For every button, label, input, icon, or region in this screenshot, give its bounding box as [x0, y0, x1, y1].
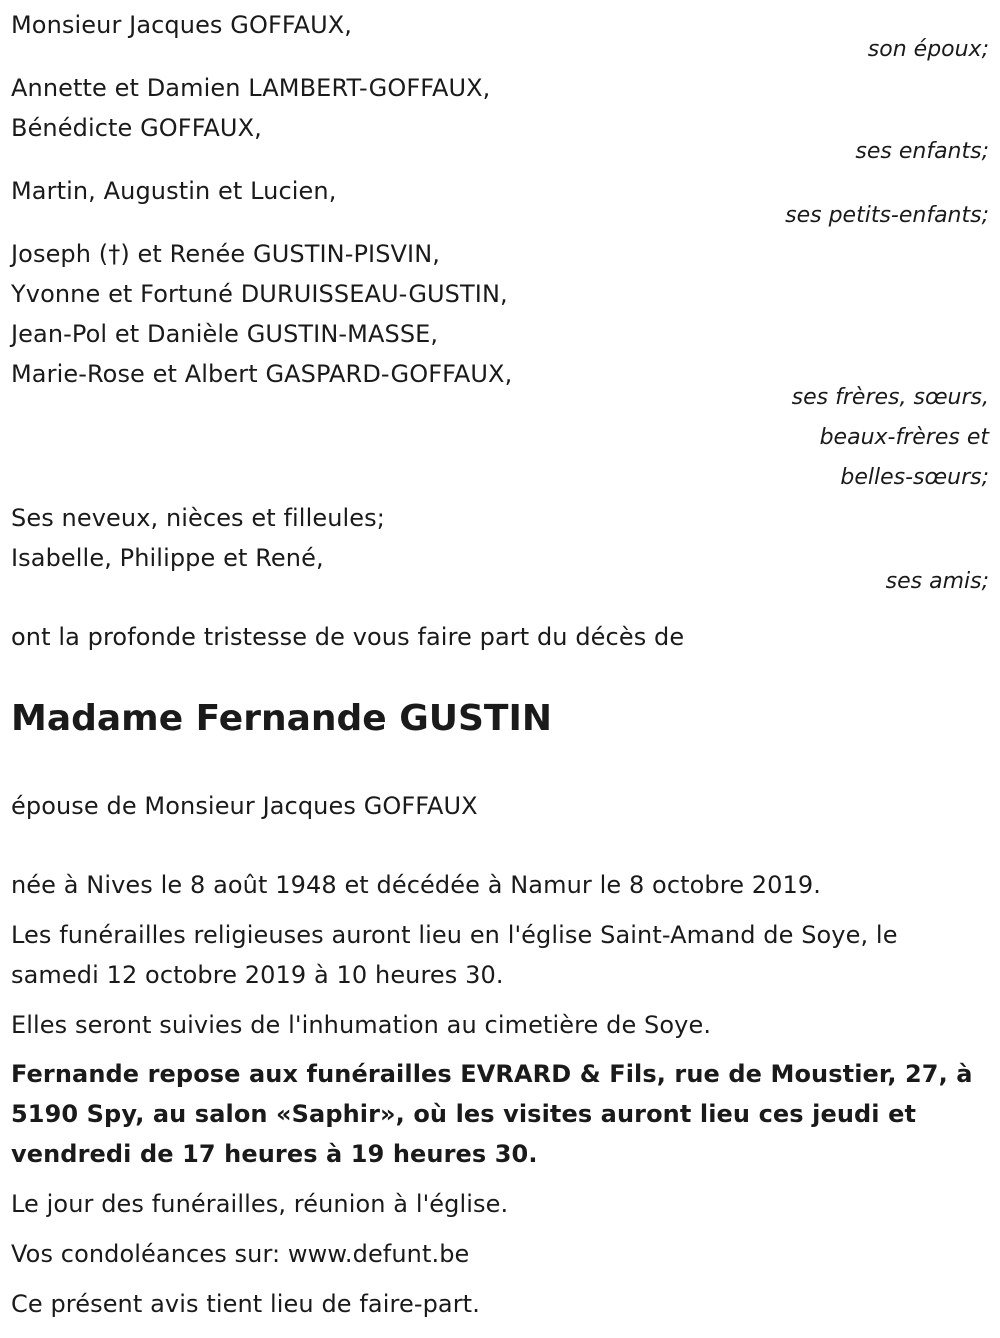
friends-line: Isabelle, Philippe et René, — [11, 544, 324, 572]
announcement-intro: ont la profonde tristesse de vous faire part du décès de — [11, 623, 685, 651]
children-line-2: Bénédicte GOFFAUX, — [11, 114, 262, 142]
grandchildren-line: Martin, Augustin et Lucien, — [11, 177, 337, 205]
burial-line: Elles seront suivies de l'inhumation au cimetière de Soye. — [11, 1011, 712, 1039]
spouse-role: son époux; — [867, 37, 989, 62]
meeting-line: Le jour des funérailles, réunion à l'église. — [11, 1190, 509, 1218]
funeral-line-2: samedi 12 octobre 2019 à 10 heures 30. — [11, 961, 504, 989]
siblings-line-3: Jean-Pol et Danièle GUSTIN-MASSE, — [11, 320, 439, 348]
repose-line-3: vendredi de 17 heures à 19 heures 30. — [11, 1140, 538, 1168]
siblings-line-1: Joseph (†) et Renée GUSTIN-PISVIN, — [11, 240, 441, 268]
children-line-1: Annette et Damien LAMBERT-GOFFAUX, — [11, 74, 491, 102]
condolences-line: Vos condoléances sur: www.defunt.be — [11, 1240, 470, 1268]
spouse-name: Monsieur Jacques GOFFAUX, — [11, 11, 353, 39]
birth-death: née à Nives le 8 août 1948 et décédée à Namur le 8 octobre 2019. — [11, 871, 821, 899]
spouse-of: épouse de Monsieur Jacques GOFFAUX — [11, 792, 478, 820]
notice-line: Ce présent avis tient lieu de faire-part. — [11, 1290, 480, 1318]
repose-line-1: Fernande repose aux funérailles EVRARD & Fils, rue de Moustier, 27, à — [11, 1060, 973, 1088]
siblings-line-2: Yvonne et Fortuné DURUISSEAU-GUSTIN, — [11, 280, 508, 308]
siblings-role-3: belles-sœurs; — [840, 465, 989, 490]
repose-line-2: 5190 Spy, au salon «Saphir», où les visites auront lieu ces jeudi et — [11, 1100, 917, 1128]
funeral-line-1: Les funérailles religieuses auront lieu en l'église Saint-Amand de Soye, le — [11, 921, 898, 949]
siblings-role-2: beaux-frères et — [819, 425, 989, 450]
siblings-role-1: ses frères, sœurs, — [791, 385, 989, 410]
deceased-name: Madame Fernande GUSTIN — [11, 698, 553, 739]
grandchildren-role: ses petits-enfants; — [785, 203, 989, 228]
friends-role: ses amis; — [885, 569, 989, 594]
siblings-line-4: Marie-Rose et Albert GASPARD-GOFFAUX, — [11, 360, 513, 388]
children-role: ses enfants; — [855, 139, 989, 164]
nephews-line: Ses neveux, nièces et filleules; — [11, 504, 385, 532]
